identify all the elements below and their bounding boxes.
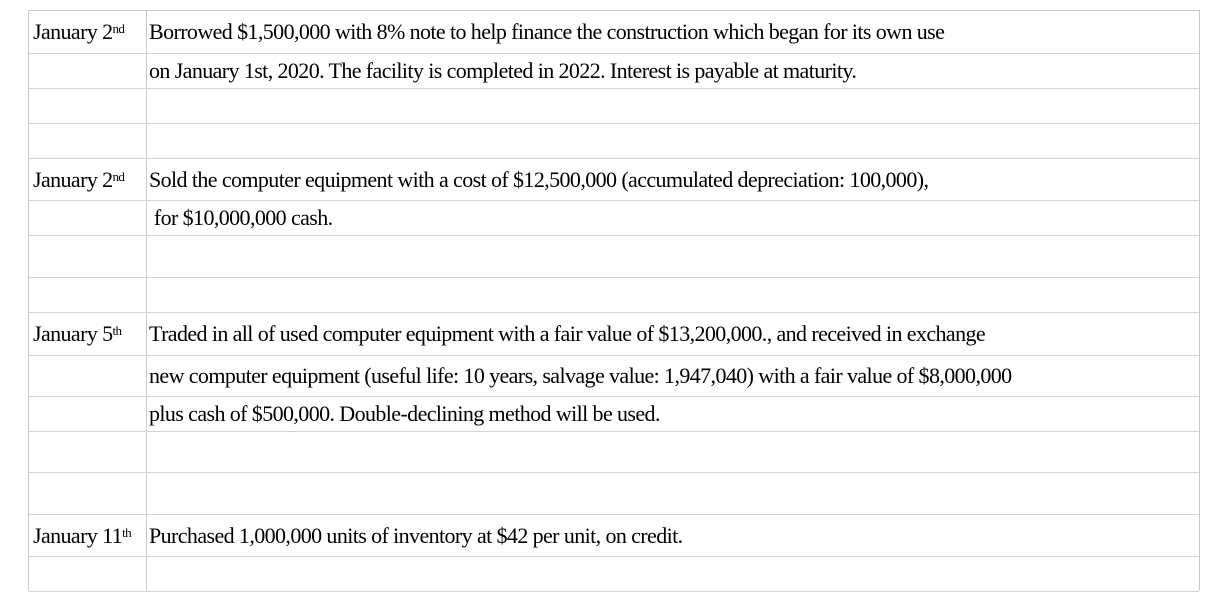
description-cell[interactable] [149,473,1199,514]
table-row[interactable] [29,159,1199,201]
table-row[interactable] [29,89,1199,124]
table-row[interactable] [29,397,1199,432]
description-cell[interactable]: on January 1st, 2020. The facility is completed in 2022. Interest is payable at maturity. [149,58,857,83]
description-cell[interactable] [149,89,1199,123]
date-cell[interactable]: January 5 $^{th}$ [33,321,122,346]
date-cell[interactable] [33,557,145,591]
table-row[interactable] [29,557,1199,592]
date-cell[interactable] [33,432,145,472]
table-row[interactable] [29,236,1199,278]
description-cell[interactable]: Traded in all of used computer equipment with a fair value of $13,200,000., and received in exchange [149,321,986,346]
table-row[interactable] [29,432,1199,473]
description-cell[interactable]: for $10,000,000 cash. [149,205,333,230]
date-cell[interactable] [33,278,145,312]
table-row[interactable] [29,201,1199,236]
description-cell[interactable]: new computer equipment (useful life: 10 years, salvage value: 1,947,040) with a fair value of $8,000,000 [149,363,1012,388]
table-row[interactable] [29,54,1199,89]
description-cell[interactable] [149,236,1199,277]
description-cell[interactable]: Sold the computer equipment with a cost of $12,500,000 (accumulated depreciation: 100,000), [149,166,929,192]
date-cell[interactable] [33,54,145,88]
description-cell[interactable]: Purchased 1,000,000 units of inventory at $42 per unit, on credit. [149,522,683,548]
table-row[interactable] [29,11,1199,54]
date-cell[interactable] [33,89,145,123]
date-cell[interactable]: January 11 $^{th}$ [33,522,132,548]
date-cell[interactable] [33,124,145,158]
date-cell[interactable] [33,201,145,235]
date-cell[interactable] [33,473,145,514]
table-row[interactable] [29,313,1199,356]
date-cell[interactable] [33,356,145,396]
description-cell[interactable] [149,124,1199,158]
description-cell[interactable]: plus cash of $500,000. Double-declining method will be used. [149,401,660,426]
table-row[interactable] [29,515,1199,557]
spreadsheet-grid [28,10,1200,591]
table-row[interactable] [29,124,1199,159]
description-cell[interactable] [149,278,1199,312]
table-row[interactable] [29,278,1199,313]
date-cell[interactable]: January 2 $^{nd}$ [33,166,125,192]
date-cell[interactable] [33,236,145,277]
description-cell[interactable]: Borrowed $1,500,000 with 8% note to help finance the construction which began for its own use [149,19,945,44]
date-cell[interactable] [33,397,145,431]
table-row[interactable] [29,356,1199,397]
description-cell[interactable] [149,432,1199,472]
description-cell[interactable] [149,557,1199,591]
date-cell[interactable]: January 2 $^{nd}$ [33,19,125,44]
table-row[interactable] [29,473,1199,515]
